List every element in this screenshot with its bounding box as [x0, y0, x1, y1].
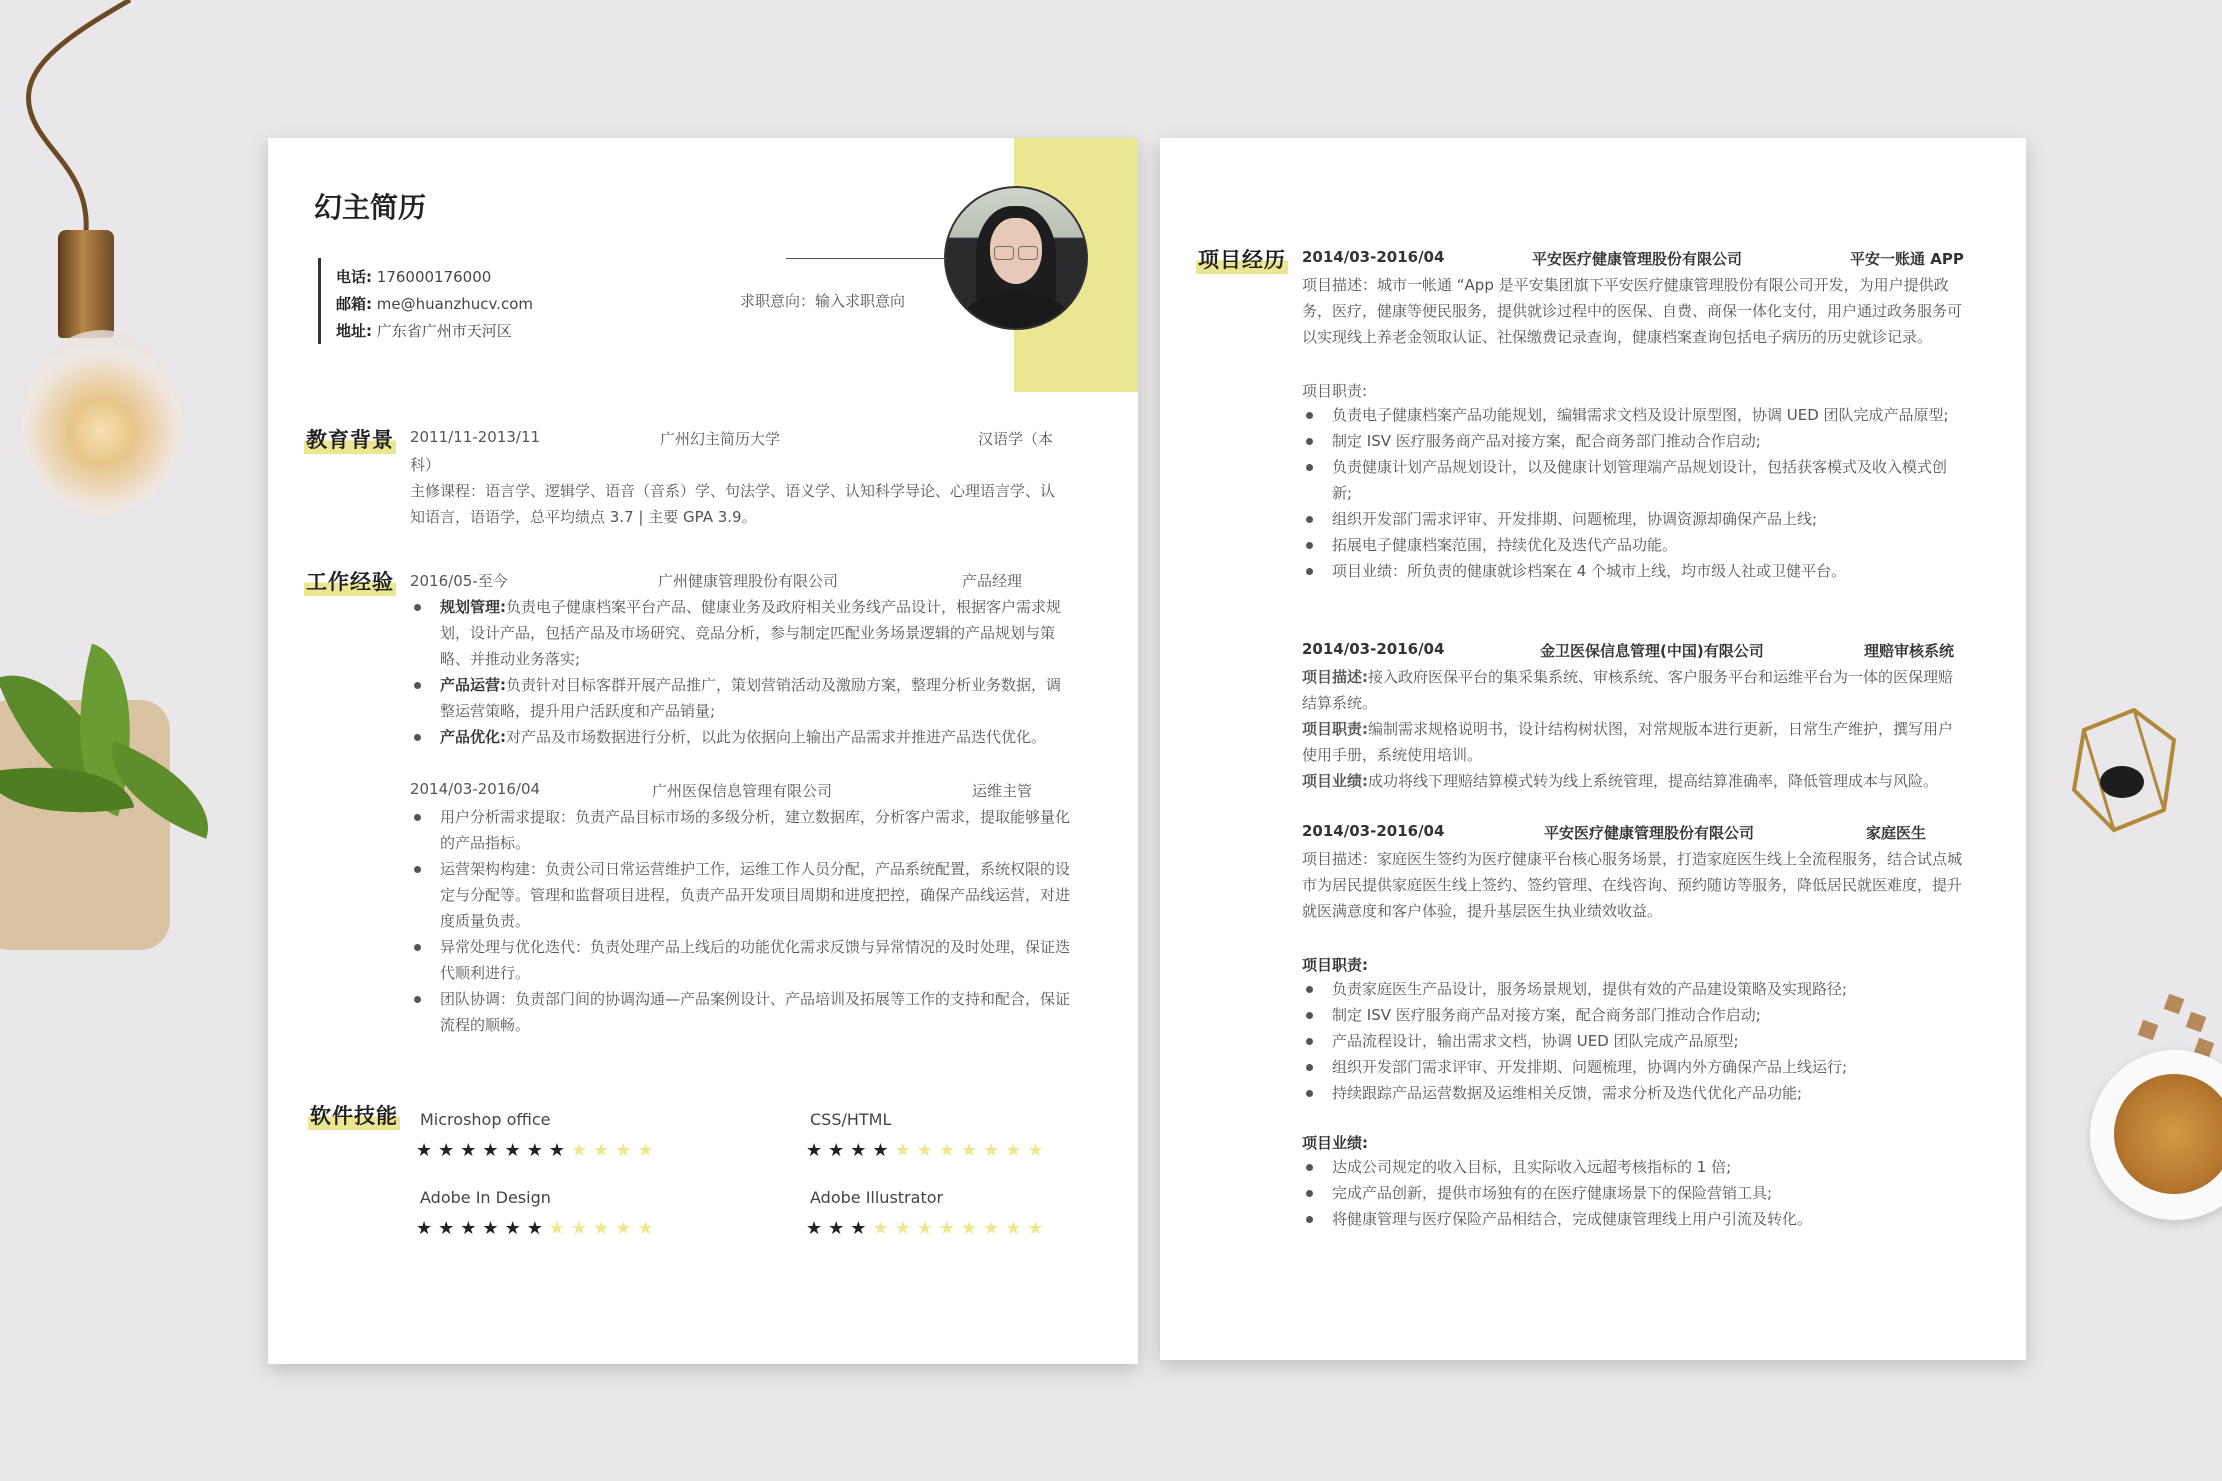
- star-empty-icon: ★: [615, 1218, 638, 1239]
- star-filled-icon: ★: [504, 1140, 527, 1161]
- skill-name: Adobe In Design: [420, 1188, 551, 1207]
- star-empty-icon: ★: [872, 1218, 895, 1239]
- star-empty-icon: ★: [1027, 1140, 1050, 1161]
- skill-rating: [806, 1218, 1050, 1239]
- gold-geometric-candle-holder-icon: [2064, 700, 2184, 840]
- proj3-duty-label: 项目职责:: [1302, 956, 1368, 974]
- star-filled-icon: ★: [548, 1140, 571, 1161]
- star-filled-icon: ★: [828, 1140, 851, 1161]
- star-empty-icon: ★: [1005, 1140, 1028, 1161]
- star-empty-icon: ★: [960, 1140, 984, 1161]
- star-empty-icon: ★: [637, 1218, 660, 1239]
- star-empty-icon: ★: [894, 1140, 917, 1161]
- star-empty-icon: ★: [593, 1218, 616, 1239]
- star-empty-icon: ★: [960, 1218, 984, 1239]
- proj3-date: 2014/03-2016/04: [1302, 822, 1445, 840]
- skill-rating: [416, 1218, 660, 1239]
- education-heading: 教育背景: [304, 424, 396, 454]
- star-filled-icon: ★: [806, 1218, 829, 1239]
- proj1-description: 项目描述：城市一帐通 “App 是平安集团旗下平安医疗健康管理股份有限公司开发，为用户提供政务，医疗，健康等便民服务，提供就诊过程中的医保、自费、商保一体化支付，用户通过政务服务可以实现线上养老金领取认证、社保缴费记录查询，健康档案查询包括电子病历的历史就诊记录。: [1302, 276, 1963, 346]
- job1-date: 2016/05-至今: [410, 572, 508, 590]
- star-empty-icon: ★: [983, 1140, 1006, 1161]
- job2-date: 2014/03-2016/04: [410, 780, 541, 798]
- resume-page-1: [268, 138, 1138, 1364]
- star-filled-icon: ★: [460, 1140, 483, 1161]
- address-value: 广东省广州市天河区: [376, 322, 512, 340]
- proj1-duty-item: 组织开发部门需求评审、开发排期、问题梳理，协调资源却确保产品上线;: [1302, 506, 1966, 532]
- job-intent: 求职意向：输入求职意向: [740, 292, 906, 310]
- star-filled-icon: ★: [438, 1218, 461, 1239]
- contact-phone: [336, 266, 491, 287]
- sugar-cube-icon: [2164, 994, 2185, 1015]
- proj3-result-item: 达成公司规定的收入目标，且实际收入远超考核指标的 1 倍;: [1302, 1154, 1966, 1180]
- proj1-duty-item: 制定 ISV 医疗服务商产品对接方案，配合商务部门推动合作启动;: [1302, 428, 1966, 454]
- contact-address: [336, 320, 512, 341]
- star-empty-icon: ★: [570, 1140, 594, 1161]
- proj3-company: 平安医疗健康管理股份有限公司: [1544, 824, 1755, 842]
- star-filled-icon: ★: [806, 1140, 829, 1161]
- proj1-duty-item: 负责健康计划产品规划设计，以及健康计划管理端产品规划设计，包括获客模式及收入模式创新;: [1302, 454, 1966, 506]
- job2-duty-item: 运营架构构建：负责公司日常运营维护工作，运维工作人员分配，产品系统配置，系统权限的设定与分配等。管理和监督项目进程，负责产品开发项目周期和进度把控，确保产品线运营，对进度质量负责。: [410, 856, 1074, 934]
- job1-duty-item: 产品运营:负责针对目标客群开展产品推广，策划营销活动及激励方案，整理分析业务数据，调整运营策略，提升用户活跃度和产品销量;: [410, 672, 1074, 724]
- proj3-results: [1302, 1154, 1966, 1232]
- job2-duty-item: 异常处理与优化迭代：负责处理产品上线后的功能优化需求反馈与异常情况的及时处理，保证迭代顺利进行。: [410, 934, 1074, 986]
- job1-duties: [410, 594, 1074, 750]
- proj1-duty-item: 拓展电子健康档案范围，持续优化及迭代产品功能。: [1302, 532, 1966, 558]
- proj3-product: 家庭医生: [1866, 824, 1927, 842]
- lamp-cord: [0, 0, 160, 240]
- address-label: 地址:: [336, 322, 372, 340]
- education-gpa: 知语言，语语学，总平均绩点 3.7 | 主要 GPA 3.9。: [410, 508, 757, 526]
- star-empty-icon: ★: [938, 1218, 961, 1239]
- proj3-duty-item: 持续跟踪产品运营数据及运维相关反馈，需求分析及迭代优化产品功能;: [1302, 1080, 1966, 1106]
- proj3-result-item: 将健康管理与医疗保险产品相结合，完成健康管理线上用户引流及转化。: [1302, 1206, 1966, 1232]
- lamp-socket: [58, 230, 114, 338]
- star-filled-icon: ★: [872, 1140, 895, 1161]
- skills-heading: 软件技能: [308, 1100, 400, 1130]
- star-empty-icon: ★: [570, 1218, 594, 1239]
- education-major: 汉语学（本: [978, 430, 1054, 448]
- skill-name: CSS/HTML: [810, 1110, 892, 1129]
- job1-role: 产品经理: [962, 572, 1023, 590]
- proj3-description: 项目描述：家庭医生签约为医疗健康平台核心服务场景，打造家庭医生线上全流程服务，结合试点城市为居民提供家庭医生线上签约、签约管理、在线咨询、预约随访等服务，降低居民就医难度，提升就医满意度和客户体验，提升基层医生执业绩效收益。: [1302, 850, 1963, 920]
- proj2-product: 理赔审核系统: [1864, 642, 1955, 660]
- resume-title: 幻主简历: [314, 191, 427, 224]
- star-filled-icon: ★: [526, 1140, 549, 1161]
- proj2-date: 2014/03-2016/04: [1302, 640, 1445, 658]
- proj1-duty-item: 项目业绩：所负责的健康就诊档案在 4 个城市上线，均市级人社或卫健平台。: [1302, 558, 1966, 584]
- proj3-duty-item: 负责家庭医生产品设计，服务场景规划，提供有效的产品建设策略及实现路径;: [1302, 976, 1966, 1002]
- intent-line: [786, 258, 946, 259]
- proj3-result-label: 项目业绩:: [1302, 1134, 1368, 1152]
- star-filled-icon: ★: [416, 1140, 439, 1161]
- proj2-company: 金卫医保信息管理(中国)有限公司: [1540, 642, 1764, 660]
- job2-duty-item: 团队协调：负责部门间的协调沟通—产品案例设计、产品培训及拓展等工作的支持和配合，保证流程的顺畅。: [410, 986, 1074, 1038]
- star-filled-icon: ★: [482, 1218, 505, 1239]
- star-empty-icon: ★: [938, 1140, 961, 1161]
- star-filled-icon: ★: [438, 1140, 461, 1161]
- phone-label: 电话:: [336, 268, 372, 286]
- star-empty-icon: ★: [615, 1140, 638, 1161]
- work-heading: 工作经验: [304, 566, 396, 596]
- proj1-product: 平安一账通 APP: [1850, 250, 1964, 268]
- proj1-date: 2014/03-2016/04: [1302, 248, 1445, 266]
- sugar-cube-icon: [2138, 1020, 2159, 1041]
- proj3-duties: [1302, 976, 1966, 1106]
- proj1-company: 平安医疗健康管理股份有限公司: [1532, 250, 1743, 268]
- star-filled-icon: ★: [850, 1140, 873, 1161]
- contact-divider: [318, 258, 321, 344]
- star-filled-icon: ★: [828, 1218, 851, 1239]
- job2-company: 广州医保信息管理有限公司: [652, 782, 833, 800]
- star-empty-icon: ★: [548, 1218, 571, 1239]
- job2-role: 运维主管: [972, 782, 1033, 800]
- skill-name: Adobe Illustrator: [810, 1188, 944, 1207]
- star-filled-icon: ★: [850, 1218, 873, 1239]
- job1-duty-item: 规划管理:负责电子健康档案平台产品、健康业务及政府相关业务线产品设计，根据客户需求规划，设计产品，包括产品及市场研究、竞品分析，参与制定匹配业务场景逻辑的产品规划与策略、并推动业务落实;: [410, 594, 1074, 672]
- job1-company: 广州健康管理股份有限公司: [658, 572, 839, 590]
- star-empty-icon: ★: [637, 1140, 660, 1161]
- star-filled-icon: ★: [482, 1140, 505, 1161]
- proj3-duty-item: 制定 ISV 医疗服务商产品对接方案，配合商务部门推动合作启动;: [1302, 1002, 1966, 1028]
- light-bulb-icon: [22, 330, 182, 515]
- sugar-cube-icon: [2186, 1012, 2207, 1033]
- proj1-duty-label: 项目职责:: [1302, 382, 1368, 400]
- star-empty-icon: ★: [916, 1218, 939, 1239]
- phone-value: 176000176000: [376, 268, 492, 286]
- star-empty-icon: ★: [593, 1140, 616, 1161]
- star-empty-icon: ★: [916, 1140, 939, 1161]
- proj1-duty-item: 负责电子健康档案产品功能规划，编辑需求文档及设计原型图，协调 UED 团队完成产品原型;: [1302, 402, 1966, 428]
- proj2-description: 项目描述:接入政府医保平台的集采集系统、审核系统、客户服务平台和运维平台为一体的医保理赔结算系统。 项目职责:编制需求规格说明书，设计结构树状图，对常规版本进行更新，日常生产维护，撰写用户使用手册，系统使用培训。 项目业绩:成功将线下理赔结算模式转为线上系统管理，提高结算准确率，降低管理成本与风险。: [1302, 668, 1954, 790]
- star-filled-icon: ★: [460, 1218, 483, 1239]
- job2-duty-item: 用户分析需求提取：负责产品目标市场的多级分析，建立数据库，分析客户需求，提取能够量化的产品指标。: [410, 804, 1074, 856]
- proj1-duties: [1302, 402, 1966, 584]
- email-value: me@huanzhucv.com: [376, 295, 533, 313]
- star-filled-icon: ★: [504, 1218, 527, 1239]
- coffee-icon: [2114, 1074, 2222, 1194]
- job1-duty-item: 产品优化:对产品及市场数据进行分析，以此为依据向上输出产品需求并推进产品迭代优化。: [410, 724, 1074, 750]
- star-empty-icon: ★: [983, 1218, 1006, 1239]
- contact-email: [336, 293, 533, 314]
- education-major-cont: 科）: [410, 456, 441, 474]
- proj3-duty-item: 产品流程设计，输出需求文档，协调 UED 团队完成产品原型;: [1302, 1028, 1966, 1054]
- education-date: 2011/11-2013/11: [410, 428, 541, 446]
- skill-rating: [806, 1140, 1050, 1161]
- email-label: 邮箱:: [336, 295, 372, 313]
- skill-name: Microshop office: [420, 1110, 551, 1129]
- star-empty-icon: ★: [1005, 1218, 1028, 1239]
- proj3-result-item: 完成产品创新，提供市场独有的在医疗健康场景下的保险营销工具;: [1302, 1180, 1966, 1206]
- star-empty-icon: ★: [894, 1218, 917, 1239]
- resume-page-2: [1160, 138, 2026, 1360]
- education-school: 广州幻主简历大学: [660, 430, 781, 448]
- star-filled-icon: ★: [416, 1218, 439, 1239]
- education-courses: 主修课程：语言学、逻辑学、语音（音系）学、句法学、语义学、认知科学导论、心理语言学、认: [410, 482, 1056, 500]
- star-filled-icon: ★: [526, 1218, 549, 1239]
- projects-heading: 项目经历: [1196, 244, 1288, 274]
- profile-photo: [944, 186, 1088, 330]
- star-empty-icon: ★: [1027, 1218, 1050, 1239]
- job2-duties: [410, 804, 1074, 1038]
- skill-rating: [416, 1140, 660, 1161]
- proj3-duty-item: 组织开发部门需求评审、开发排期、问题梳理，协调内外方确保产品上线运行;: [1302, 1054, 1966, 1080]
